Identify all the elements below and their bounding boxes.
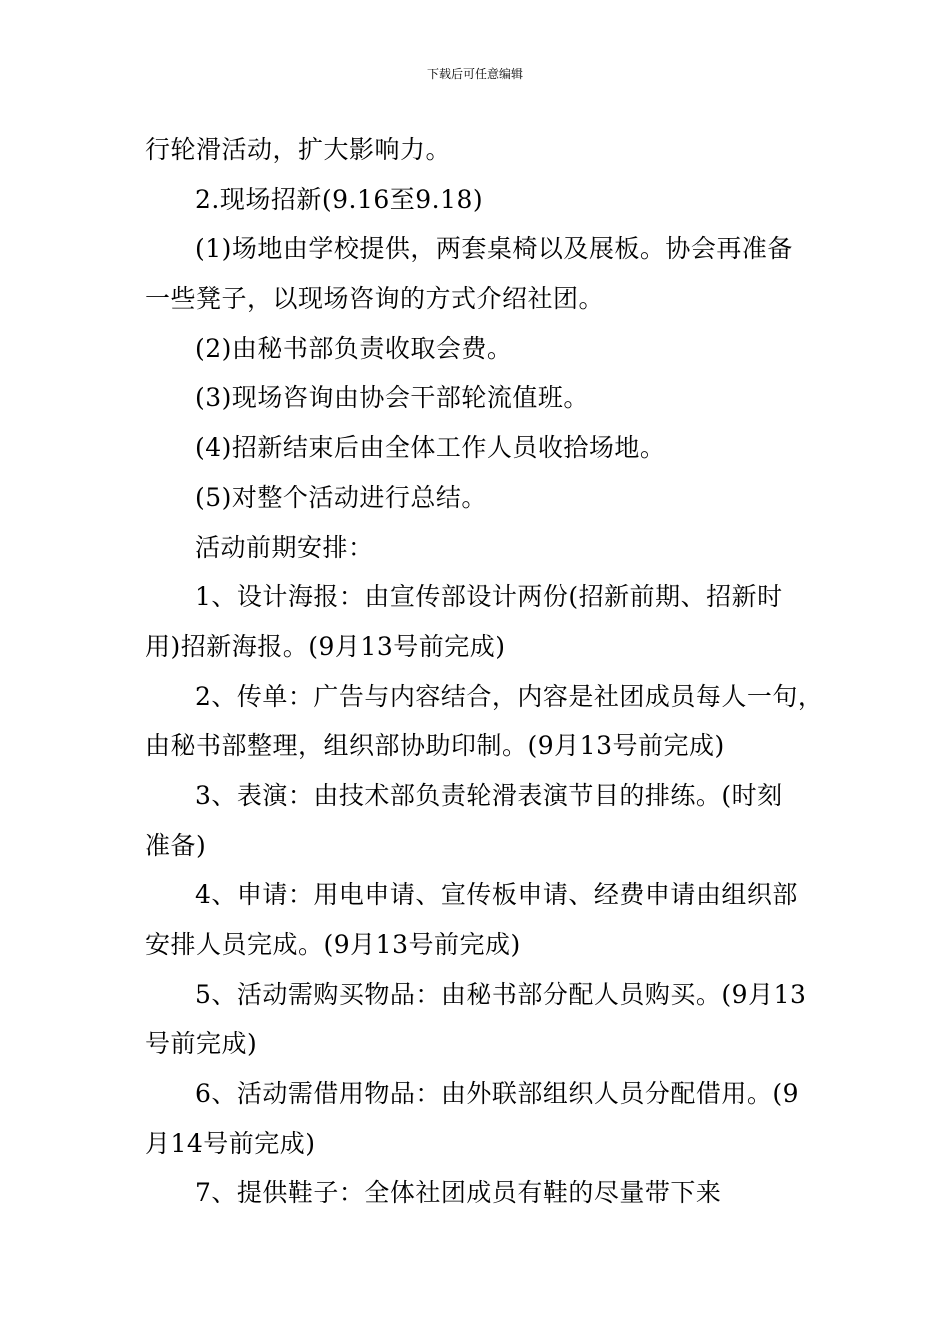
text-line: 5、活动需购买物品：由秘书部分配人员购买。(9月13 [195,979,807,1009]
text-line: 准备) [145,830,207,860]
text-line: 活动前期安排： [195,532,374,562]
text-line: 3、表演：由技术部负责轮滑表演节目的排练。(时刻 [195,780,783,810]
text-line: (5)对整个活动进行总结。 [195,482,487,512]
text-line: (4)招新结束后由全体工作人员收拾场地。 [195,433,666,463]
document-body [145,125,835,1218]
text-line: 号前完成) [145,1029,258,1059]
text-line: 2、传单：广告与内容结合，内容是社团成员每人一句， [195,681,824,711]
text-line: 6、活动需借用物品：由外联部组织人员分配借用。(9 [195,1079,800,1109]
text-line: 用)招新海报。(9月13号前完成) [145,631,506,661]
text-line: (3)现场咨询由协会干部轮流值班。 [195,383,589,413]
text-line: (2)由秘书部负责收取会费。 [195,333,513,363]
text-line: 行轮滑活动，扩大影响力。 [145,135,452,164]
text-line: 7、提供鞋子：全体社团成员有鞋的尽量带下来 [195,1178,722,1208]
text-line: 由秘书部整理，组织部协助印制。(9月13号前完成) [145,731,725,761]
text-line: (1)场地由学校提供，两套桌椅以及展板。协会再准备 [195,234,793,264]
text-line: 2.现场招新(9.16至9.18) [195,184,484,214]
page-header: 下载后可任意编辑 [426,67,523,81]
text-line: 4、申请：用电申请、宣传板申请、经费申请由组织部 [195,880,798,910]
text-line: 安排人员完成。(9月13号前完成) [145,930,521,959]
text-line: 月14号前完成) [145,1128,316,1158]
text-line: 1、设计海报：由宣传部设计两份(招新前期、招新时 [195,582,783,612]
text-line: 一些凳子，以现场咨询的方式介绍社团。 [145,284,605,314]
